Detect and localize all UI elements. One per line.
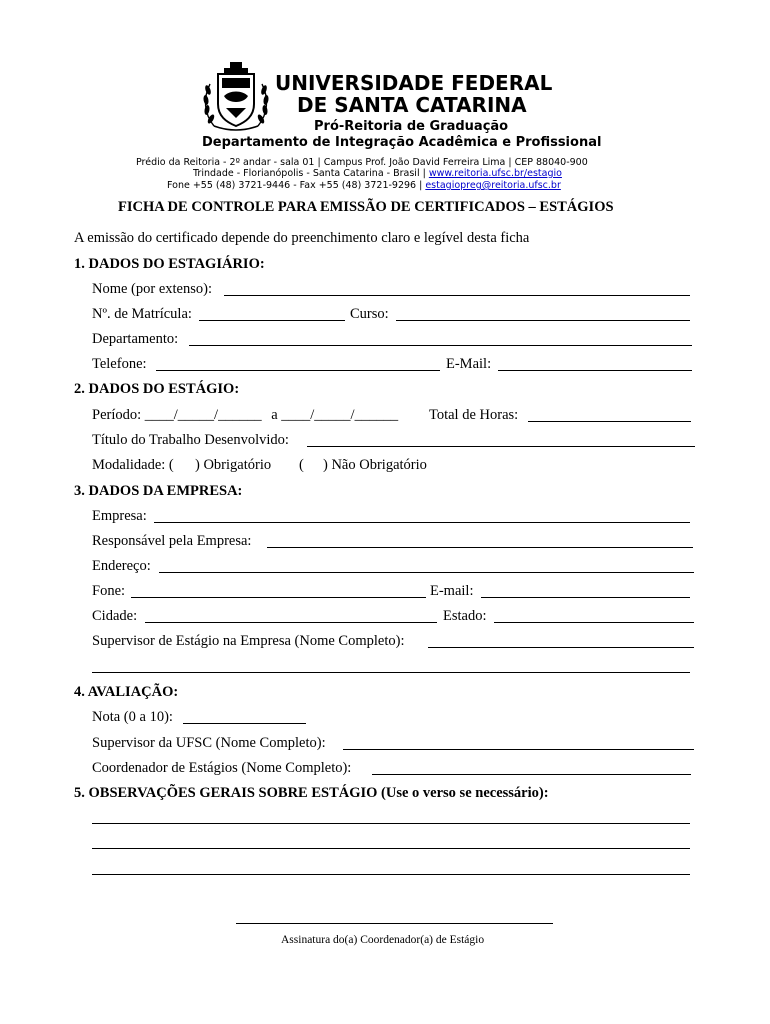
nota-field[interactable] xyxy=(183,723,306,724)
coordenador-field[interactable] xyxy=(372,774,691,775)
empresa-email-field[interactable] xyxy=(481,597,690,598)
nao-obrigatorio-checkbox[interactable]: ( xyxy=(299,457,304,473)
empresa-label: Empresa: xyxy=(92,508,147,524)
departamento-label: Departamento: xyxy=(92,331,179,347)
section-2-title: 2. DADOS DO ESTÁGIO: xyxy=(74,381,240,397)
section-1-title: 1. DADOS DO ESTAGIÁRIO: xyxy=(74,256,265,272)
university-name-line1: UNIVERSIDADE FEDERAL xyxy=(275,71,553,95)
curso-label: Curso: xyxy=(350,306,389,322)
titulo-field[interactable] xyxy=(307,446,695,447)
name-label: Nome (por extenso): xyxy=(92,281,212,297)
endereco-field[interactable] xyxy=(159,572,694,573)
university-name-line2: DE SANTA CATARINA xyxy=(297,93,527,117)
nao-obrigatorio-option[interactable]: ) Não Obrigatório xyxy=(323,457,427,473)
obrigatorio-option[interactable]: ) Obrigatório xyxy=(195,457,272,473)
modalidade-label: Modalidade: ( xyxy=(92,457,174,473)
periodo-label: Período: xyxy=(92,407,142,423)
telefone-label: Telefone: xyxy=(92,356,147,372)
form-title: FICHA DE CONTROLE PARA EMISSÃO DE CERTIFICADOS – ESTÁGIOS xyxy=(118,199,614,215)
email-link[interactable]: estagiopreg@reitoria.ufsc.br xyxy=(425,180,561,191)
coordenador-label: Coordenador de Estágios (Nome Completo): xyxy=(92,760,352,776)
signature-line[interactable] xyxy=(236,923,553,924)
curso-field[interactable] xyxy=(396,320,690,321)
observacoes-line-1[interactable] xyxy=(92,823,690,824)
fone-label: Fone: xyxy=(92,583,126,599)
responsavel-field[interactable] xyxy=(267,547,693,548)
form-intro: A emissão do certificado depende do preenchimento claro e legível desta ficha xyxy=(74,230,530,246)
pro-reitoria-title: Pró-Reitoria de Graduação xyxy=(314,119,509,134)
empresa-field[interactable] xyxy=(154,522,690,523)
fone-field[interactable] xyxy=(131,597,426,598)
periodo-a-label: a xyxy=(271,407,278,423)
periodo-end-field[interactable]: ____/_____/______ xyxy=(281,407,399,423)
estado-label: Estado: xyxy=(443,608,487,624)
observacoes-line-2[interactable] xyxy=(92,848,690,849)
name-field[interactable] xyxy=(224,295,690,296)
cidade-field[interactable] xyxy=(145,622,437,623)
address-line-3 xyxy=(167,180,561,191)
observacoes-line-3[interactable] xyxy=(92,874,690,875)
section-4-title: 4. AVALIAÇÃO: xyxy=(74,684,179,700)
matricula-field[interactable] xyxy=(199,320,345,321)
department-title: Departamento de Integração Acadêmica e Profissional xyxy=(202,135,602,150)
supervisor-ufsc-label: Supervisor da UFSC (Nome Completo): xyxy=(92,735,326,751)
endereco-label: Endereço: xyxy=(92,558,151,574)
responsavel-label: Responsável pela Empresa: xyxy=(92,533,252,549)
cidade-label: Cidade: xyxy=(92,608,138,624)
periodo-start-field[interactable]: ____/_____/______ xyxy=(144,407,262,423)
departamento-field[interactable] xyxy=(189,345,692,346)
section-3-title: 3. DADOS DA EMPRESA: xyxy=(74,483,243,499)
supervisor-ufsc-field[interactable] xyxy=(343,749,694,750)
university-seal-logo xyxy=(200,60,272,134)
supervisor-empresa-field[interactable] xyxy=(428,647,694,648)
address-line-2-text: Trindade - Florianópolis - Santa Catarina - Brasil | xyxy=(193,168,429,179)
email-field[interactable] xyxy=(498,370,692,371)
telefone-field[interactable] xyxy=(156,370,440,371)
supervisor-empresa-field-cont[interactable] xyxy=(92,672,690,673)
section-5-title: 5. OBSERVAÇÕES GERAIS SOBRE ESTÁGIO (Use o verso se necessário): xyxy=(74,785,549,801)
estado-field[interactable] xyxy=(494,622,694,623)
website-link[interactable]: www.reitoria.ufsc.br/estagio xyxy=(428,168,562,179)
periodo-row xyxy=(92,407,398,424)
address-line-2 xyxy=(193,168,562,179)
supervisor-empresa-label: Supervisor de Estágio na Empresa (Nome Completo): xyxy=(92,633,405,649)
email-label: E-Mail: xyxy=(446,356,492,372)
total-horas-field[interactable] xyxy=(528,421,691,422)
address-line-1: Prédio da Reitoria - 2º andar - sala 01 | Campus Prof. João David Ferreira Lima | CEP 88040-900 xyxy=(136,157,588,168)
signature-label: Assinatura do(a) Coordenador(a) de Estágio xyxy=(281,934,485,946)
empresa-email-label: E-mail: xyxy=(430,583,474,599)
total-horas-label: Total de Horas: xyxy=(429,407,519,423)
matricula-label: Nº. de Matrícula: xyxy=(92,306,192,322)
address-line-3-text: Fone +55 (48) 3721-9446 - Fax +55 (48) 3721-9296 | xyxy=(167,180,426,191)
nota-label: Nota (0 a 10): xyxy=(92,709,173,725)
titulo-label: Título do Trabalho Desenvolvido: xyxy=(92,432,289,448)
